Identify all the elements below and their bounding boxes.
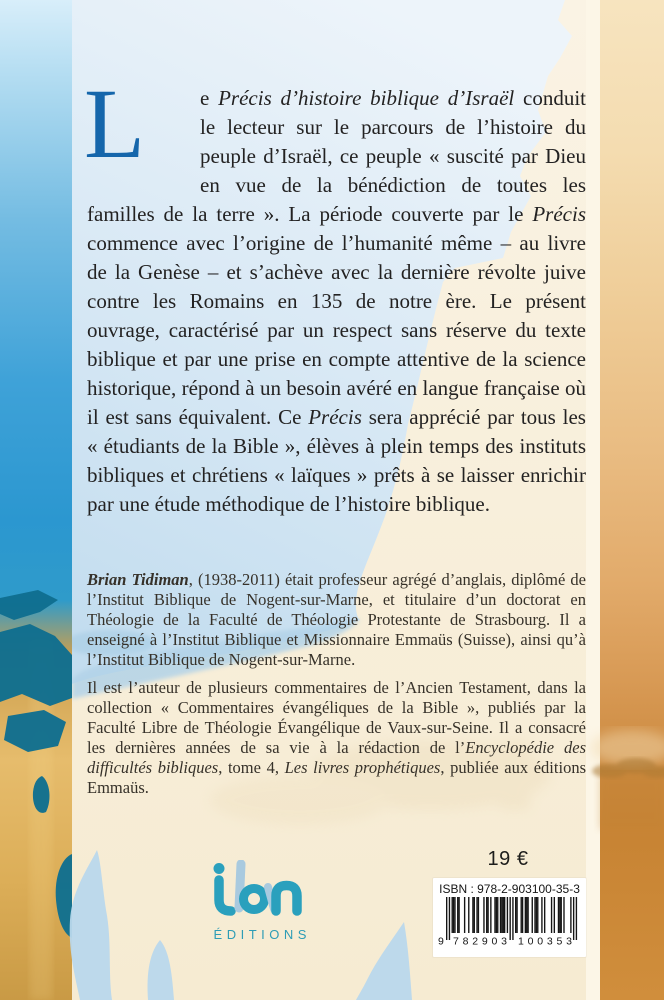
price-label: 19 € bbox=[487, 848, 529, 870]
author-works-text: Il est l’auteur de plusieurs commentaires de l’Ancien Testament, dans la collection « Commentaires évangéliques de la Bible », publiés par la Faculté Libre de Théologie Évangélique de Vaux-sur-Seine. Il a consacré les dernières années de sa vie à la rédaction de l’Encyclopédie des difficultés bibliques, tome 4, Les livres prophétiques, publiée aux éditions Emmaüs. bbox=[87, 678, 586, 797]
drop-cap: L bbox=[84, 68, 146, 179]
ean-barcode bbox=[437, 897, 582, 949]
synopsis-text bbox=[87, 84, 586, 519]
svg-text:100353: 100353 bbox=[518, 935, 572, 948]
synopsis-rich-text: e Précis d’histoire biblique d’Israël conduit le lecteur sur le parcours de l’histoire du peuple d’Israël, ce peuple « suscité par Dieu en vue de la bénédiction de toutes les familles de la terre ». La période couverte par le Précis commence avec l’origine de l’humanité même – au livre de la Genèse – et s’achève avec la dernière révolte juive contre les Romains en 135 de notre ère. Le présent ouvrage, caractérisé par un respect sans réserve du texte biblique et par une prise en compte attentive de la science historique, répond à un besoin avéré en langue française où il est sans équivalent. Ce Précis sera apprécié par tous les « étudiants de la Bible », élèves à plein temps des instituts bibliques et chrétiens « laïques » prêts à se laisser enrichir par une étude méthodique de l’histoire biblique. bbox=[87, 86, 586, 516]
isbn-label: ISBN : 978-2-903100-35-3 bbox=[439, 882, 580, 896]
svg-text:782903: 782903 bbox=[453, 935, 507, 948]
editions-label: ÉDITIONS bbox=[213, 927, 311, 942]
barcode bbox=[433, 878, 586, 957]
author-bio-text: Brian Tidiman, (1938-2011) était professeur agrégé d’anglais, diplômé de l’Institut Biblique de Nogent-sur-Marne, et titulaire d’un doctorat en Théologie de la Faculté de Théologie Protestante de Strasbourg. Il a enseigné à l’Institut Biblique et Missionnaire Emmaüs (Suisse), ainsi qu’à l’Institut Biblique de Nogent-sur-Marne. bbox=[87, 570, 586, 669]
ibn-logo-glyph bbox=[210, 860, 310, 918]
sunset-column bbox=[590, 0, 664, 1000]
spine-strip bbox=[0, 0, 72, 1000]
publisher-logo bbox=[188, 860, 332, 942]
svg-text:9: 9 bbox=[438, 935, 444, 948]
